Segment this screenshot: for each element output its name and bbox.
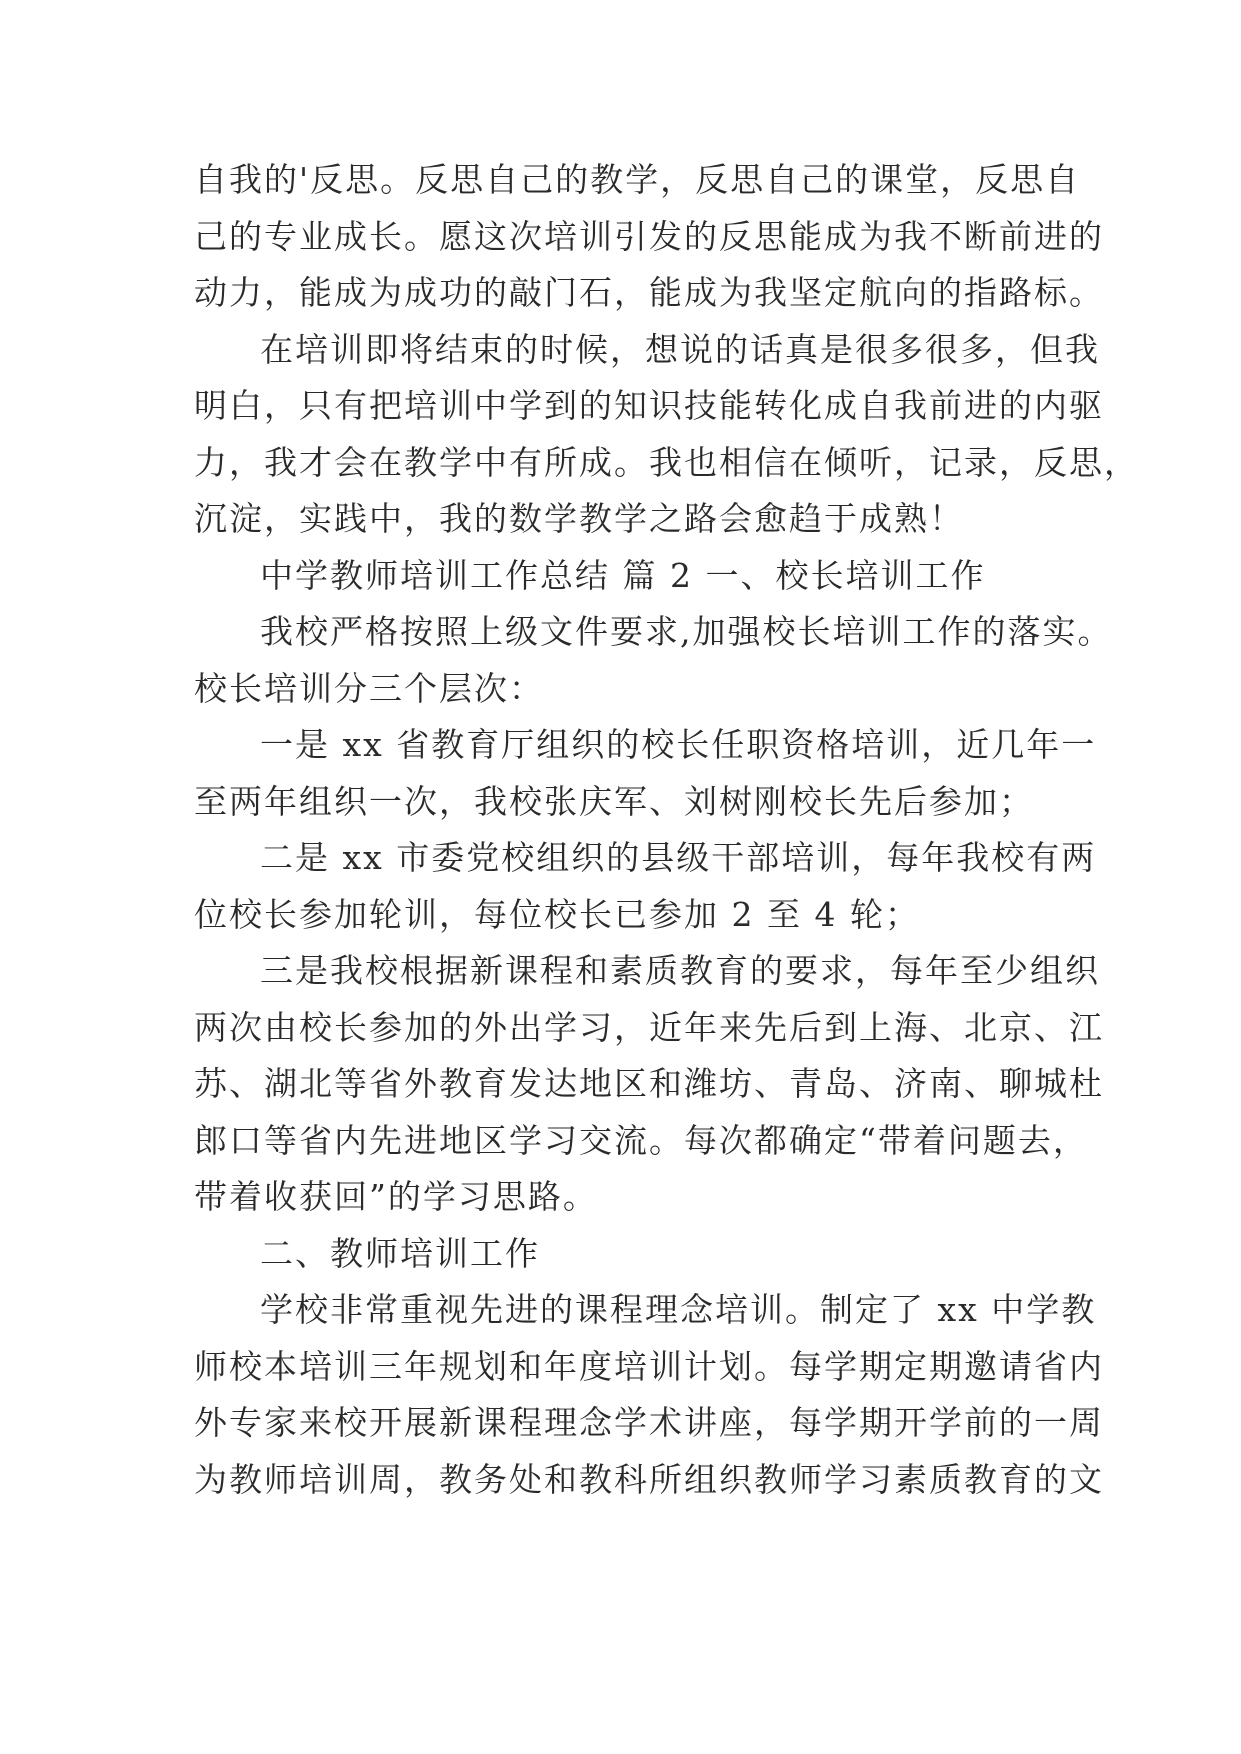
text-line: 校长培训分三个层次：	[194, 668, 544, 708]
text-line: 自我的'反思。反思自己的教学，反思自己的课堂，反思自	[194, 160, 1081, 199]
text-line: 三是我校根据新课程和素质教育的要求，每年至少组织	[260, 951, 1100, 990]
text-line: 为教师培训周，教务处和教科所组织教师学习素质教育的文	[194, 1459, 1104, 1499]
text-line: 学校非常重视先进的课程理念培训。制定了 xx 中学教	[260, 1290, 1097, 1329]
text-line: 至两年组织一次，我校张庆军、刘树刚校长先后参加；	[194, 781, 1034, 821]
text-line: 师校本培训三年规划和年度培训计划。每学期定期邀请省内	[194, 1346, 1104, 1386]
text-line: 沉淀，实践中，我的数学教学之路会愈趋于成熟！	[194, 499, 964, 538]
text-line: 在培训即将结束的时候，想说的话真是很多很多，但我	[260, 329, 1100, 369]
text-line: 位校长参加轮训，每位校长已参加 2 至 4 轮；	[194, 894, 920, 934]
text-line: 中学教师培训工作总结 篇 2 一、校长培训工作	[260, 555, 986, 595]
text-line: 力，我才会在教学中有所成。我也相信在倾听，记录，反思，	[194, 442, 1139, 482]
text-line: 明白，只有把培训中学到的知识技能转化成自我前进的内驱	[194, 386, 1104, 425]
text-line: 两次由校长参加的外出学习，近年来先后到上海、北京、江	[194, 1007, 1104, 1047]
text-line: 一是 xx 省教育厅组织的校长任职资格培训，近几年一	[260, 725, 1097, 764]
text-line: 动力，能成为成功的敲门石，能成为我坚定航向的指路标。	[194, 273, 1104, 312]
text-line: 己的专业成长。愿这次培训引发的反思能成为我不断前进的	[194, 216, 1104, 256]
text-line: 郎口等省内先进地区学习交流。每次都确定“带着问题去，	[194, 1120, 1088, 1160]
text-line: 外专家来校开展新课程理念学术讲座，每学期开学前的一周	[194, 1403, 1104, 1442]
text-line: 我校严格按照上级文件要求,加强校长培训工作的落实。	[260, 612, 1113, 651]
text-line: 带着收获回”的学习思路。	[194, 1177, 598, 1216]
document-body	[194, 152, 1139, 1508]
text-line: 二是 xx 市委党校组织的县级干部培训，每年我校有两	[260, 838, 1097, 877]
text-line: 苏、湖北等省外教育发达地区和潍坊、青岛、济南、聊城杜	[194, 1064, 1104, 1103]
text-line: 二、教师培训工作	[260, 1233, 540, 1273]
